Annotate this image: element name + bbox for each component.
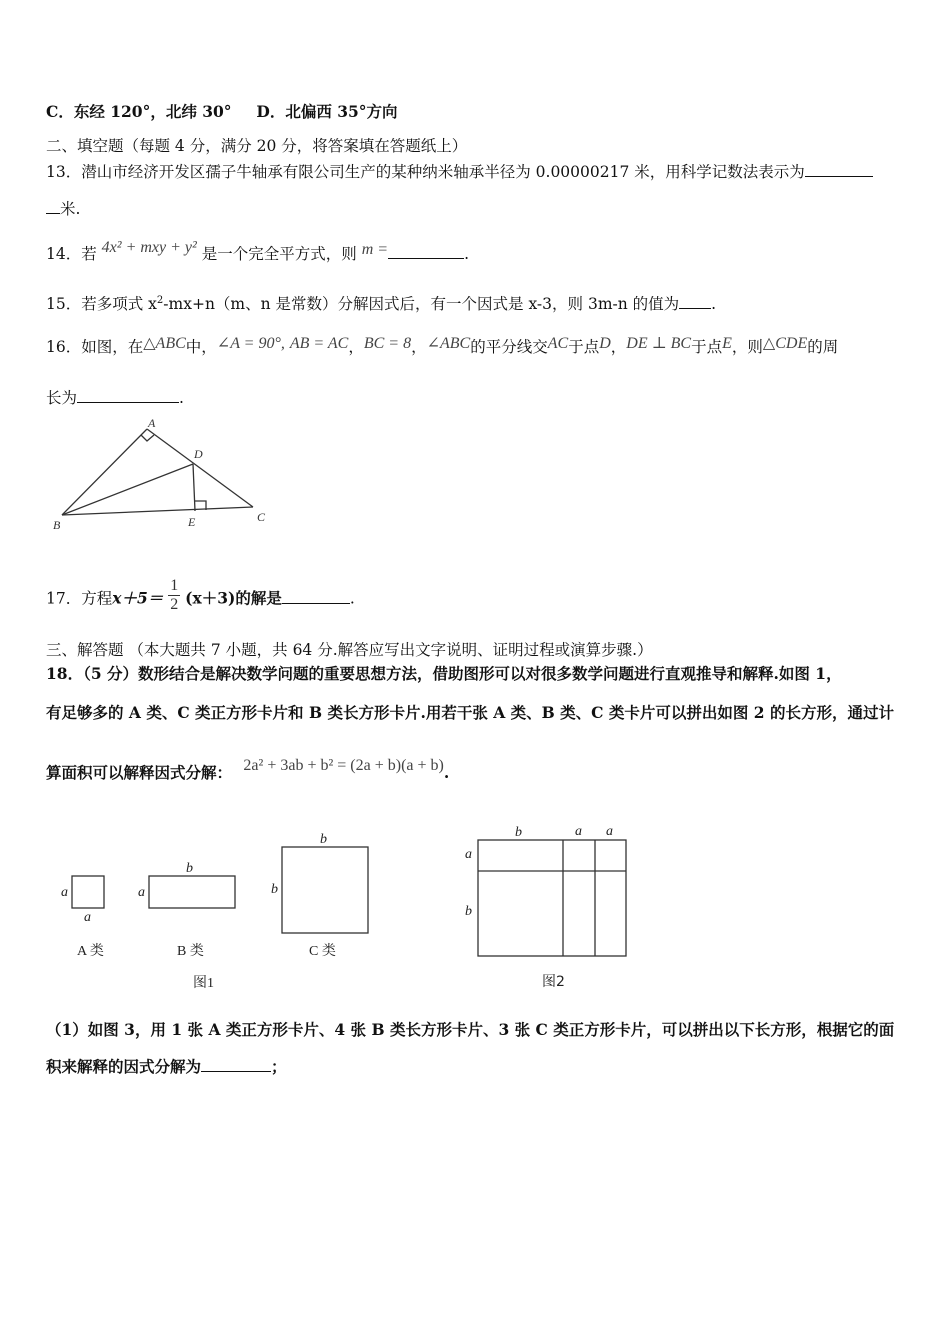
q16-line2: 长为 . [46,389,184,407]
q16-line1: 16．如图，在△ABC中，∠A = 90°, AB = AC，BC = 8，∠ABC的平分线交AC于点D，DE ⊥ BC于点E，则△CDE的周 [46,335,839,356]
segment-bd [62,464,193,515]
fig2-outer [478,840,626,956]
segment-bc [62,507,253,515]
fig1-label-b: B 类 [177,944,204,959]
q14-line: 14．若 4x² + mxy + y² 是一个完全平方式，则 m = . [46,239,470,263]
fig2-top-a1: a [575,824,582,839]
option-c: C．东经 120°，北纬 30° [46,102,232,121]
card-b [149,876,235,908]
label-b: B [53,518,61,532]
card-c [282,847,368,933]
q13-line1: 13．潜山市经济开发区孺子牛轴承有限公司生产的某种纳米轴承半径为 0.00000217 米，用科学记数法表示为 [46,162,873,182]
options-cd [46,102,398,122]
q14-expression: 4x² + mxy + y² [101,239,197,256]
q18-line3: 算面积可以解释因式分解： 2a² + 3ab + b² = (2a + b)(a + b). [46,757,450,782]
fig1-c-side: b [271,882,278,897]
fig2-caption: 图2 [542,974,565,990]
q17-fraction: $\frac{1}{2}$ [170,577,179,613]
q17-line: 17．方程x＋5＝ $\frac{1}{2}$ (x＋3)的解是 . [46,577,355,613]
fig1-b-top: b [186,861,193,876]
q18-sub1-blank[interactable] [201,1057,271,1072]
segment-ab [62,429,147,515]
section2-title: 二、填空题（每题 4 分，满分 20 分，将答案填在答题纸上） [46,137,468,155]
label-c: C [257,510,266,524]
q18-sub1-line2: 积来解释的因式分解为 ； [46,1057,287,1076]
q18-line1: 18．（5 分）数形结合是解决数学问题的重要思想方法，借助图形可以对很多数学问题进行直观推导和解释.如图 1， [46,664,842,683]
q13-blank[interactable] [805,162,873,177]
fig1-a-side: a [61,885,68,900]
q18-line2: 有足够多的 A 类、C 类正方形卡片和 B 类长方形卡片.用若干张 A 类、B 类、C 类卡片可以拼出如图 2 的长方形，通过计 [46,703,894,722]
q14-m: m = [361,241,389,258]
fig1-a-bottom: a [84,910,91,925]
triangle-figure [48,415,278,540]
q18-sub1-line1: （1）如图 3，用 1 张 A 类正方形卡片、4 张 B 类长方形卡片、3 张 C 类正方形卡片，可以拼出以下长方形，根据它的面 [46,1020,895,1039]
fig1-label-c: C 类 [309,944,336,959]
label-e: E [188,515,196,529]
fig1-c-top: b [320,832,327,847]
fig2-left-a: a [465,847,472,862]
q16-blank[interactable] [77,388,179,403]
card-a [72,876,104,908]
fig2-top-a2: a [606,824,613,839]
q14-blank[interactable] [388,244,464,259]
q15-line: 15．若多项式 $x^2-mx+n(m$、n 是常数）分解因式后，有一个因式是 x-3，则 3m-n 的值为 . [46,295,717,314]
segment-de [193,464,195,511]
q15-blank[interactable] [679,294,711,309]
figure-1 [55,825,385,1000]
section3-title: 三、解答题 （本大题共 7 小题，共 64 分.解答应写出文字说明、证明过程或演算步骤.） [46,641,653,659]
option-d: D．北偏西 35°方向 [256,102,398,121]
q18-formula: 2a² + 3ab + b² = (2a + b)(a + b) [243,757,444,774]
right-angle-a [141,435,154,441]
q16-triangle-abc: △ABC [143,335,186,352]
fig1-b-side: a [138,885,145,900]
fig1-label-a: A 类 [77,944,104,959]
segment-ac [147,429,253,507]
label-a: A [148,416,156,430]
q13-line2: 米. [46,199,80,219]
fig2-top-b: b [515,825,522,840]
label-d: D [194,447,203,461]
q17-blank[interactable] [282,589,350,604]
fig1-caption: 图1 [193,976,214,991]
fig2-left-b: b [465,904,472,919]
figure-2 [455,818,645,998]
